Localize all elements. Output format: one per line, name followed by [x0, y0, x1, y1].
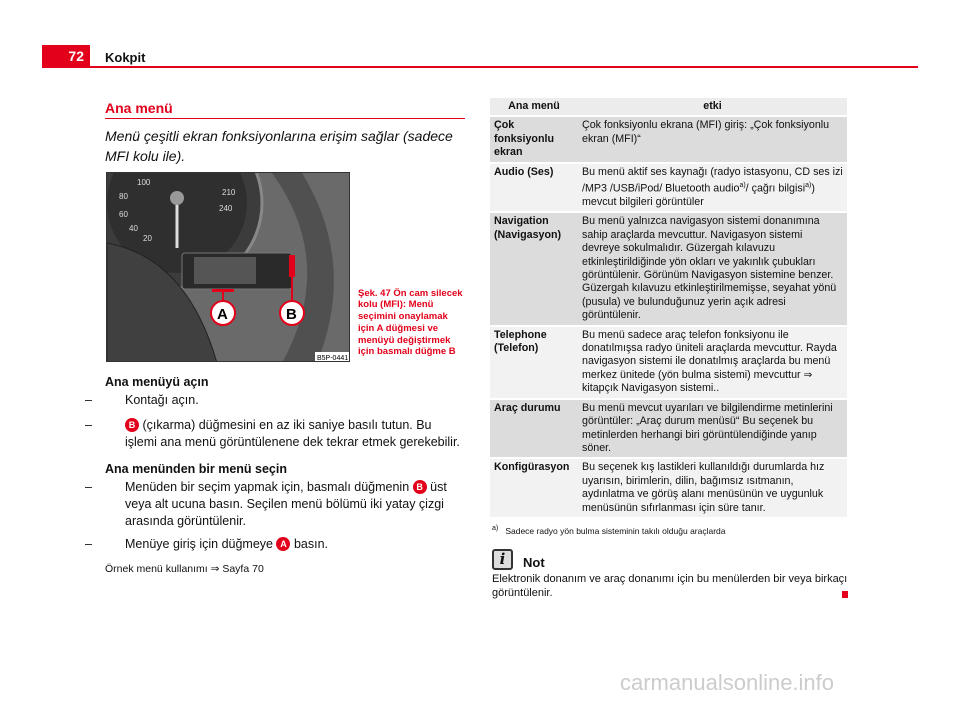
left-column [85, 100, 467, 576]
footnote-ref: a) [805, 182, 812, 190]
tick-210: 210 [222, 188, 236, 197]
footnote [492, 523, 848, 537]
step-text: Kontağı açın. [125, 393, 199, 407]
tick-40: 40 [129, 224, 138, 233]
tick-80: 80 [119, 192, 128, 201]
open-menu-heading: Ana menüyü açın [105, 375, 209, 389]
effect-cell [578, 163, 847, 213]
table-row [490, 212, 847, 325]
open-menu-step-2: – B (çıkarma) düğmesini en az iki saniye basılı tutun. Bu işlemi ana menü görüntülenene dek tekrar etmek gerekebilir. [85, 418, 460, 449]
footnote-text: Sadece radyo yön bulma sisteminin takılı olduğu araçlarda [505, 525, 726, 536]
note-block [492, 572, 848, 600]
menu-cell: Navigation (Navigasyon) [490, 212, 578, 325]
tick-240: 240 [219, 204, 233, 213]
select-menu-step-1: – Menüden bir seçim yapmak için, basmalı düğmenin B üst veya alt ucuna basın. Seçilen menü bölümü iki yatay çizgi arasında görüntülenir. [85, 480, 447, 528]
effect-text: ) mevcut bilgileri görüntüler [582, 182, 815, 208]
label-a: A [217, 306, 228, 323]
effect-cell: Bu seçenek kış lastikleri kullanıldığı durumlarda hız uyarısın, birimlerin, dilin, bağımsız ısıtmanın, aydınlatma ve görüş alanı menüsünün ve uygunluk menüsünün sıfırlanması için süre tanır. [578, 458, 847, 518]
table-row [490, 458, 847, 518]
open-menu-step-1: – Kontağı açın. [85, 393, 199, 407]
info-icon: i [492, 549, 513, 570]
menu-cell: Araç durumu [490, 399, 578, 459]
menu-cell: Çok fonksiyonlu ekran [490, 116, 578, 162]
column-header: Ana menü [490, 98, 578, 116]
section-subtitle: Menü çeşitli ekran fonksiyonlarına erişim sağlar (sadece MFI kolu ile). [105, 128, 453, 164]
effect-cell: Bu menü mevcut uyarıları ve bilgilendirme metinlerini görüntüler: „Araç durum menüsü“ Bu seçenek bu metinlerden herhangi biri görüntülendiğinde yanıp söner. [578, 399, 847, 459]
table-row [490, 116, 847, 162]
select-menu-heading: Ana menünden bir menü seçin [105, 462, 287, 476]
step-text: basın. [293, 537, 329, 551]
effect-cell: Bu menü sadece araç telefon fonksiyonu ile donatılmışsa radyo üniteli araçlarda mevcuttur. Rayda navigasyon sistemi ile donatılmış araçlarda bu menü merkez ünitede (yön bulma sistemi) mevcuttur ⇒ kitapçık Navigasyon sistemi.. [578, 326, 847, 399]
note-title: Not [523, 554, 545, 570]
step-text: Menüden bir seçim yapmak için, basmalı düğmenin [125, 480, 410, 494]
section-divider [105, 118, 465, 119]
step-text: Menüye giriş için düğmeye [125, 537, 273, 551]
footnote-mark: a) [492, 524, 499, 532]
watermark: carmanualsonline.info [620, 670, 835, 695]
section-title: Ana menü [105, 100, 173, 116]
menu-cell: Konfigürasyon [490, 458, 578, 518]
note-text: Elektronik donanım ve araç donanımı için bu menülerden bir veya birkaçı görüntülenir. [492, 572, 848, 599]
tick-20: 20 [143, 234, 152, 243]
label-b: B [286, 306, 297, 323]
column-header: etki [578, 98, 847, 116]
tick-60: 60 [119, 210, 128, 219]
step-text: üst veya alt ucuna basın. Seçilen menü bölümü iki yatay çizgi arasında görüntülenir. [125, 480, 447, 528]
wiper-lever-figure [106, 172, 350, 362]
effect-text: Bu menü aktif ses kaynağı (radyo istasyonu, CD ses izi /MP3 /USB/iPod/ Bluetooth audio [582, 165, 843, 195]
step-text: (çıkarma) düğmesini en az iki saniye basılı tutun. Bu işlemi ana menü görüntülenene dek tekrar etmek gerekebilir. [125, 418, 460, 449]
figure-row [105, 172, 467, 362]
button-a-badge: A [276, 537, 290, 551]
right-column [490, 98, 848, 600]
effect-text: / çağrı bilgisi [745, 182, 806, 195]
footnote-ref: a) [739, 182, 746, 190]
table-row [490, 399, 847, 459]
effect-cell: Bu menü yalnızca navigasyon sistemi donanımına sahip araçlarda mevcuttur. Navigasyon sistemi devreye sokulmalıdır. Güzergah kılavuzu etkinleştirildiğinde yön okları ve yakınlık çubukları görüntülenir. Görünüm Navigasyon sistemine benzer. Güzergah kılavuzu etkinleştirilmemişse, seyahat yönü (pusula) ve bulunduğunuz yerin açık adresi görüntülenir. [578, 212, 847, 325]
example-reference: Örnek menü kullanımı ⇒ Sayfa 70 [105, 563, 264, 575]
page-number: 72 [42, 45, 90, 68]
section-end-mark [842, 591, 848, 598]
menu-cell: Audio (Ses) [490, 163, 578, 213]
effect-cell: Çok fonksiyonlu ekrana (MFI) giriş: „Çok fonksiyonlu ekran (MFI)“ [578, 116, 847, 162]
select-menu-step-2: – Menüye giriş için düğmeye A basın. [85, 537, 329, 551]
figure-caption: Şek. 47 Ön cam silecek kolu (MFI): Menü seçimini onaylamak için A düğmesi ve menüyü değiştirmek için basmalı düğme B [358, 287, 463, 358]
figure-code: B5P-0441 [317, 355, 349, 362]
table-row [490, 163, 847, 213]
note-header [492, 549, 848, 570]
header-divider [90, 66, 918, 68]
menu-cell: Telephone (Telefon) [490, 326, 578, 399]
tick-100: 100 [137, 178, 151, 187]
main-menu-table [490, 98, 847, 519]
button-b-badge: B [125, 418, 139, 432]
button-b-badge: B [413, 480, 427, 494]
chapter-title: Kokpit [105, 50, 146, 65]
table-row [490, 326, 847, 399]
